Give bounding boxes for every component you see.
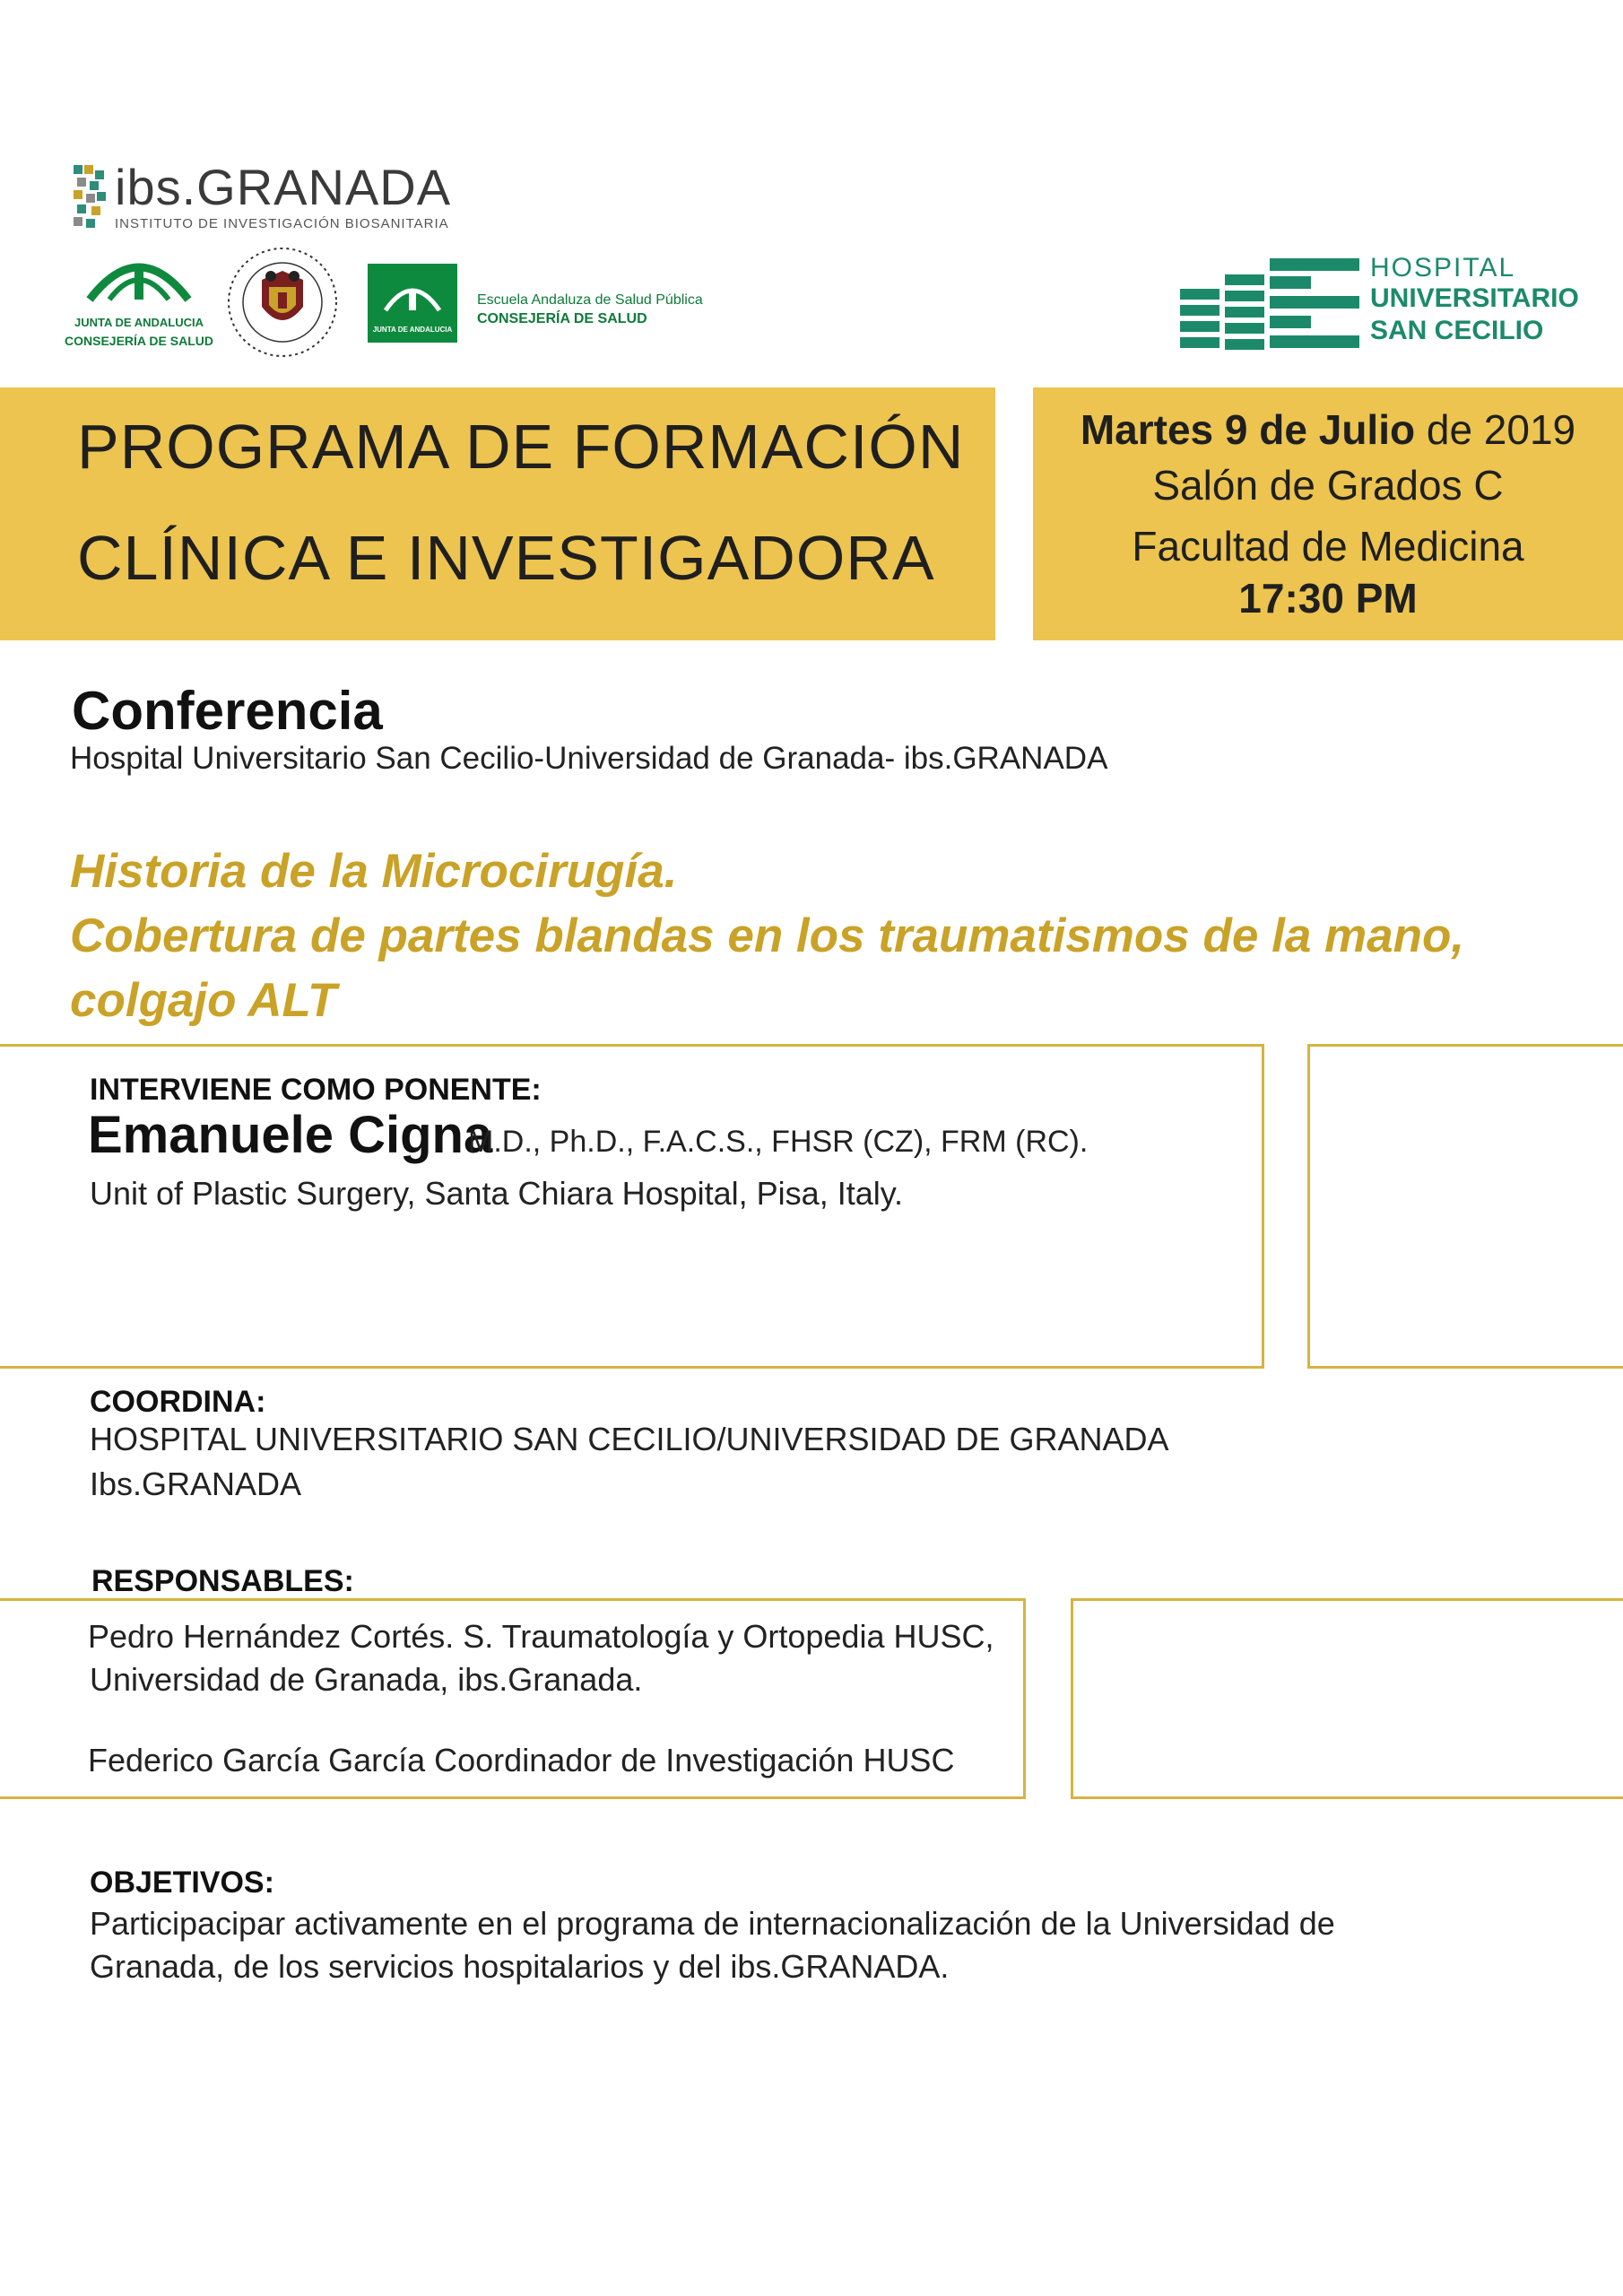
responsible-line3: Federico García García Coordinador de Investigación HUSC bbox=[88, 1742, 955, 1779]
easp-logo bbox=[368, 262, 703, 343]
event-room: Salón de Grados C bbox=[1152, 462, 1504, 509]
conference-heading: Conferencia bbox=[72, 681, 383, 741]
conference-organizers: Hospital Universitario San Cecilio-Universidad de Granada- ibs.GRANADA bbox=[70, 741, 1108, 776]
speaker-photo-frame bbox=[1307, 1044, 1623, 1369]
event-faculty: Facultad de Medicina bbox=[1132, 523, 1524, 570]
university-seal-icon bbox=[224, 244, 341, 361]
junta-logo-line1: JUNTA DE ANDALUCIA bbox=[74, 316, 204, 329]
ibs-granada-logo bbox=[72, 161, 451, 233]
coordination-line2: Ibs.GRANADA bbox=[90, 1465, 302, 1502]
event-date: Martes 9 de Julio de 2019 bbox=[1080, 406, 1576, 453]
talk-title bbox=[70, 839, 1464, 1033]
hospital-logo-line3: SAN CECILIO bbox=[1370, 316, 1544, 345]
responsible-line1: Pedro Hernández Cortés. S. Traumatología y Ortopedia HUSC, bbox=[88, 1618, 994, 1655]
responsible-line2: Universidad de Granada, ibs.Granada. bbox=[90, 1661, 643, 1698]
program-title-line1: PROGRAMA DE FORMACIÓN bbox=[77, 412, 965, 482]
event-time: 17:30 PM bbox=[1238, 575, 1418, 622]
speaker-label: INTERVIENE COMO PONENTE: bbox=[90, 1073, 542, 1107]
ibs-logo-subtitle: INSTITUTO DE INVESTIGACIÓN BIOSANITARIA bbox=[115, 216, 449, 231]
objectives-line2: Granada, de los servicios hospitalarios y del ibs.GRANADA. bbox=[90, 1948, 950, 1985]
talk-title-line3: colgajo ALT bbox=[70, 974, 337, 1027]
objectives-label: OBJETIVOS: bbox=[90, 1866, 274, 1900]
hospital-logo-line1: HOSPITAL bbox=[1370, 253, 1516, 283]
responsibles-label: RESPONSABLES: bbox=[91, 1564, 354, 1598]
ibs-mosaic-icon bbox=[72, 163, 108, 231]
program-title-band bbox=[0, 387, 995, 640]
easp-logo-line2: CONSEJERÍA DE SALUD bbox=[477, 311, 647, 326]
talk-title-line2: Cobertura de partes blandas en los traumatismos de la mano, bbox=[70, 909, 1465, 962]
hospital-logo-line2: UNIVERSITARIO bbox=[1370, 283, 1579, 313]
hospital-san-cecilio-logo bbox=[1180, 253, 1601, 359]
objectives-line1: Participacipar activamente en el programa de internacionalización de la Universidad de bbox=[90, 1905, 1335, 1942]
easp-box-label: JUNTA DE ANDALUCIA bbox=[372, 326, 453, 334]
program-title-line2: CLÍNICA E INVESTIGADORA bbox=[77, 523, 935, 593]
hospital-building-icon bbox=[1180, 253, 1368, 359]
junta-logo-line2: CONSEJERÍA DE SALUD bbox=[65, 334, 213, 348]
talk-title-line1: Historia de la Microcirugía. bbox=[70, 845, 678, 898]
speaker-name: Emanuele Cigna bbox=[88, 1106, 493, 1164]
easp-logo-line1: Escuela Andaluza de Salud Pública bbox=[477, 292, 703, 308]
coordination-line1: HOSPITAL UNIVERSITARIO SAN CECILIO/UNIVERSIDAD DE GRANADA bbox=[90, 1421, 1169, 1457]
event-details-band bbox=[1033, 387, 1623, 640]
junta-andalucia-logo bbox=[63, 244, 215, 356]
ibs-logo-title: ibs.GRANADA bbox=[115, 159, 452, 215]
responsibles-side-frame bbox=[1071, 1598, 1623, 1799]
easp-arch-icon bbox=[368, 264, 457, 317]
speaker-affiliation: Unit of Plastic Surgery, Santa Chiara Hospital, Pisa, Italy. bbox=[90, 1175, 904, 1212]
speaker-credentials: M.D., Ph.D., F.A.C.S., FHSR (CZ), FRM (RC). bbox=[468, 1125, 1089, 1159]
junta-arch-icon bbox=[82, 244, 195, 307]
easp-emblem-box bbox=[368, 264, 457, 343]
coordination-label: COORDINA: bbox=[90, 1385, 266, 1419]
